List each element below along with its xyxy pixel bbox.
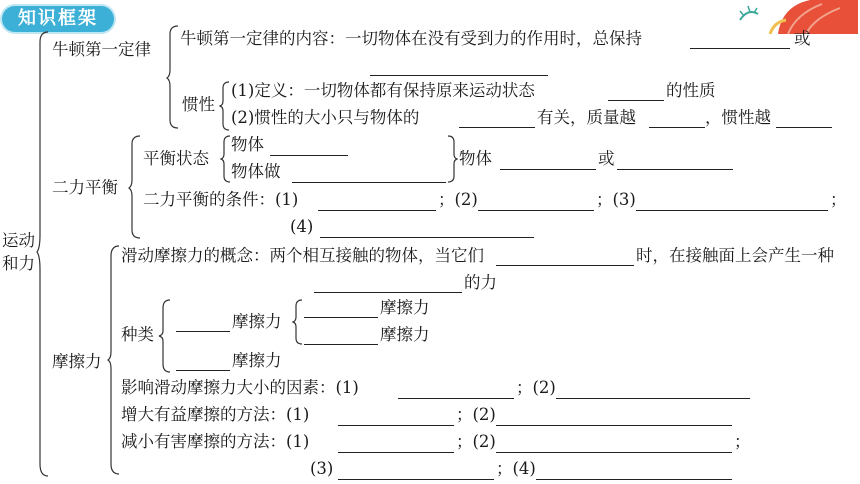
blank-condition-4: [320, 237, 534, 238]
friction-concept-end: 的力: [464, 273, 497, 292]
blank-mass: [649, 127, 705, 128]
balance-condition-label: 二力平衡的条件：(1): [143, 190, 299, 209]
kind-sub-brace: [292, 298, 304, 346]
friction-decrease-4: ；(4): [496, 459, 536, 478]
balance-condition-4: (4): [290, 217, 314, 236]
balance-state-result: 物体: [459, 149, 492, 168]
blank-increase-1: [338, 425, 454, 426]
balance-state-item-2: 物体做: [231, 162, 281, 181]
blank-concept-2: [314, 292, 462, 293]
friction-decrease-3: (3): [310, 459, 334, 478]
balance-state-or: 或: [598, 149, 615, 168]
newton-law-label: 牛顿第一定律: [52, 40, 151, 59]
blank-kind-2: [176, 370, 230, 371]
blank-state-1: [270, 155, 348, 156]
inertia-size-text: (2)惯性的大小只与物体的: [231, 108, 420, 127]
friction-decrease-end: ；: [734, 432, 751, 451]
newton-content-text: 牛顿第一定律的内容：一切物体在没有受到力的作用时，总保持: [180, 29, 642, 48]
friction-factors-text: 影响滑动摩擦力大小的因素：(1): [121, 378, 359, 397]
friction-increase-text: 增大有益摩擦的方法：(1): [121, 405, 310, 424]
friction-kind-sub-a: 摩擦力: [380, 298, 430, 317]
kinds-brace: [158, 298, 172, 374]
friction-concept-mid: 时，在接触面上会产生一种: [636, 246, 834, 265]
root-brace: [36, 30, 50, 478]
blank-decrease-4: [536, 479, 732, 480]
blank-state-2: [292, 182, 446, 183]
newton-brace: [166, 24, 180, 130]
section-title-badge: 知识框架: [2, 6, 114, 32]
friction-kind-sub-b: 摩擦力: [380, 325, 430, 344]
blank-newton-state-2: [370, 75, 548, 76]
inertia-size-suffix: ，惯性越: [705, 108, 771, 127]
balance-state-label: 平衡状态: [143, 149, 209, 168]
inertia-definition-suffix: 的性质: [666, 81, 716, 100]
balance-condition-3: ；(3): [596, 190, 636, 209]
friction-factors-2: ；(2): [516, 378, 556, 397]
balance-brace: [128, 134, 142, 240]
balance-condition-end: ；: [830, 190, 847, 209]
blank-inertia-factor: [459, 127, 535, 128]
friction-label: 摩擦力: [52, 352, 102, 371]
friction-kind-2: 摩擦力: [232, 351, 282, 370]
blank-kind-sub-a: [304, 317, 378, 318]
blank-factor-1: [398, 398, 514, 399]
friction-decrease-2: ；(2): [456, 432, 496, 451]
blank-decrease-2: [496, 452, 732, 453]
blank-factor-2: [556, 398, 750, 399]
root-label-line2: 和力: [2, 254, 35, 273]
friction-brace: [107, 244, 121, 476]
state-brace-right: [446, 134, 458, 184]
blank-inertia-definition: [608, 100, 664, 101]
blank-condition-3: [636, 210, 828, 211]
inertia-size-mid: 有关，质量越: [537, 108, 636, 127]
blank-decrease-1: [338, 452, 454, 453]
friction-decrease-text: 减小有害摩擦的方法：(1): [121, 432, 310, 451]
blank-kind-sub-b: [304, 344, 378, 345]
blank-kind-1: [176, 331, 230, 332]
balance-condition-2: ；(2): [438, 190, 478, 209]
balance-label: 二力平衡: [52, 178, 118, 197]
inertia-brace: [219, 80, 231, 132]
blank-decrease-3: [338, 479, 494, 480]
friction-kind-1: 摩擦力: [232, 312, 282, 331]
blank-newton-state-1: [690, 48, 790, 49]
blank-condition-1: [318, 210, 436, 211]
balance-state-item-1: 物体: [231, 135, 264, 154]
inertia-definition-text: (1)定义：一切物体都有保持原来运动状态: [231, 81, 535, 100]
blank-condition-2: [478, 210, 594, 211]
friction-concept-text: 滑动摩擦力的概念：两个相互接触的物体，当它们: [121, 246, 484, 265]
blank-state-result-2: [617, 169, 733, 170]
inertia-label: 惯性: [182, 95, 215, 114]
friction-increase-2: ；(2): [456, 405, 496, 424]
friction-kinds-label: 种类: [121, 325, 154, 344]
blank-increase-2: [496, 425, 732, 426]
newton-content-or: 或: [794, 29, 811, 48]
blank-inertia: [776, 127, 832, 128]
blank-concept-1: [496, 265, 634, 266]
blank-state-result-1: [500, 169, 596, 170]
root-label-line1: 运动: [2, 231, 35, 250]
